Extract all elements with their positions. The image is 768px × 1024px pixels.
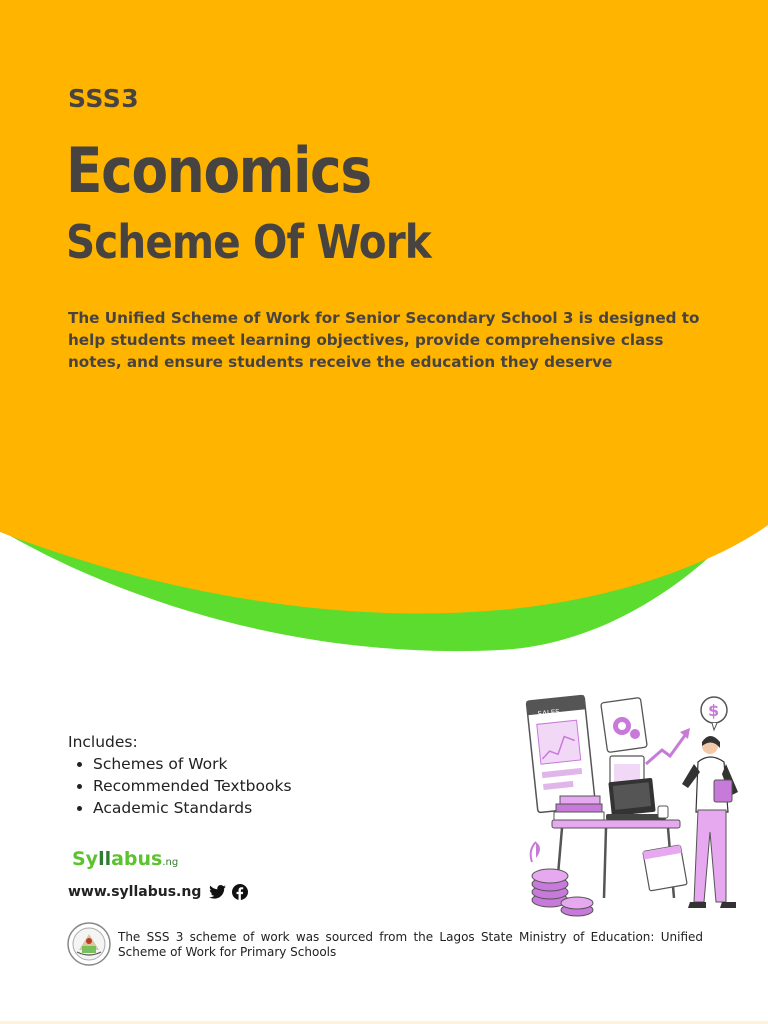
svg-text:$: $ bbox=[708, 701, 720, 720]
syllabus-logo bbox=[72, 848, 178, 870]
logo-text-part: abus bbox=[111, 848, 163, 870]
includes-list bbox=[68, 753, 292, 819]
trend-arrow-icon bbox=[646, 734, 686, 764]
description: The Unified Scheme of Work for Senior Secondary School 3 is designed to help students meet learning objectives, provide comprehensive class notes, and ensure students receive the education they deserve bbox=[68, 309, 700, 371]
sales-board-icon bbox=[526, 695, 595, 812]
calendar-icon bbox=[643, 845, 687, 891]
logo-text-part: Sy bbox=[72, 848, 99, 870]
twitter-icon[interactable] bbox=[209, 885, 226, 899]
includes-label: Includes: bbox=[68, 733, 138, 751]
source-text: The SSS 3 scheme of work was sourced from the Lagos State Ministry of Education: Unified Scheme of Work for Primary Schools bbox=[118, 930, 703, 959]
header bbox=[68, 84, 708, 270]
sales-label: SALES bbox=[537, 707, 561, 719]
logo-text-part: ll bbox=[98, 848, 112, 870]
logo-tld: .ng bbox=[162, 857, 179, 868]
includes-section bbox=[68, 733, 292, 819]
dollar-bubble-icon bbox=[701, 697, 727, 730]
document-title: Scheme Of Work bbox=[66, 215, 431, 270]
coins-icon bbox=[532, 869, 593, 916]
facebook-icon[interactable] bbox=[232, 884, 248, 900]
source-note bbox=[67, 922, 707, 966]
list-item: • Recommended Textbooks bbox=[93, 775, 292, 797]
website-link[interactable]: www.syllabus.ng bbox=[68, 884, 202, 900]
grade-label: SSS3 bbox=[68, 84, 140, 113]
subject-title: Economics bbox=[66, 134, 371, 207]
list-item: • Schemes of Work bbox=[93, 753, 292, 775]
gear-card-icon bbox=[601, 697, 648, 752]
lagos-state-seal-icon bbox=[67, 922, 111, 966]
laptop-icon bbox=[606, 778, 666, 820]
list-item: • Academic Standards bbox=[93, 797, 292, 819]
website-row bbox=[68, 884, 248, 900]
person-icon bbox=[682, 736, 738, 908]
office-illustration bbox=[522, 692, 752, 924]
